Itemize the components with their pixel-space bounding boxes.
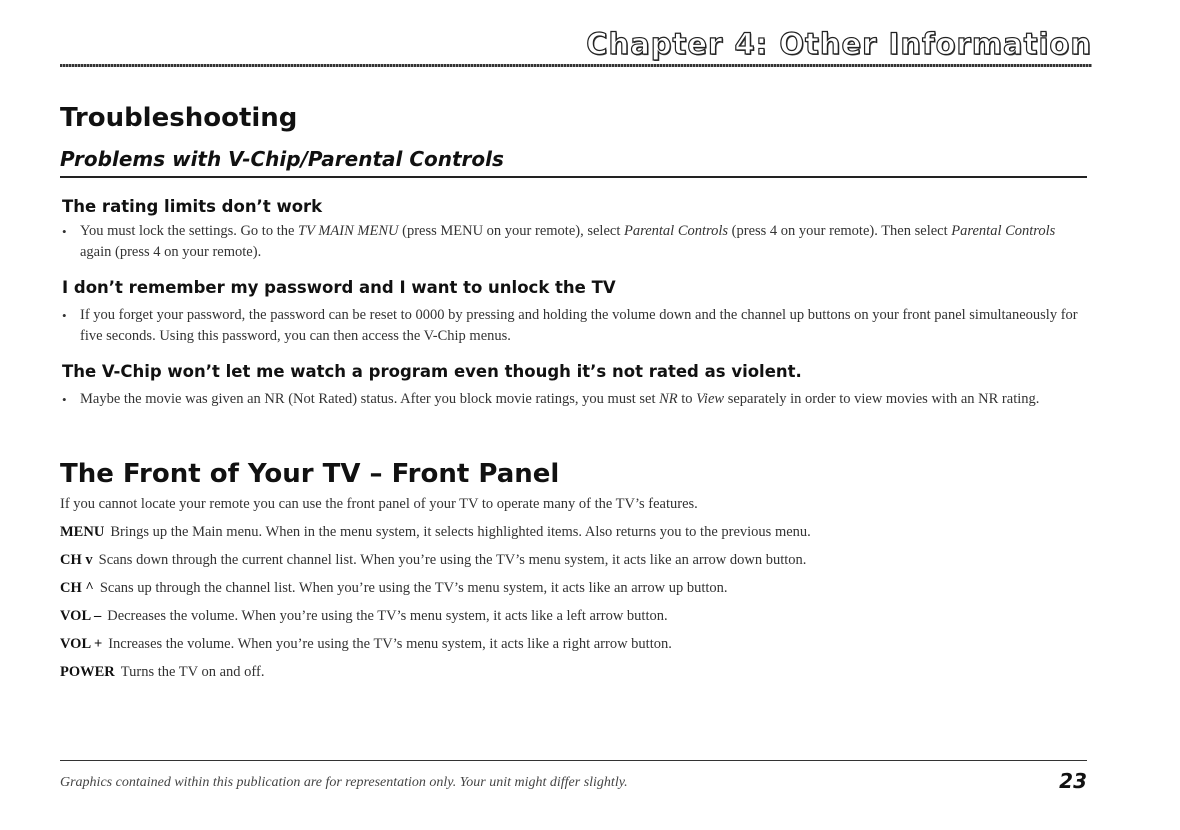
bullet-icon: • xyxy=(62,224,67,239)
front-panel-item: MENU Brings up the Main menu. When in the menu system, it selects highlighted items. Also returns you to the previous menu. xyxy=(60,524,811,540)
subsection-title: Problems with V-Chip/Parental Controls xyxy=(60,147,504,171)
chapter-divider xyxy=(60,64,1092,67)
bullet-icon: • xyxy=(62,308,67,323)
issue-body-rating-limits: • You must lock the settings. Go to the TV MAIN MENU (press MENU on your remote), select Parental Controls (press 4 on your remote). Then select Parental Controls again (press 4 on your remote). xyxy=(62,223,1056,260)
footer-note: Graphics contained within this publication are for representation only. Your unit might differ slightly. xyxy=(60,775,628,790)
front-panel-item: POWER Turns the TV on and off. xyxy=(60,664,265,680)
issue-heading-password: I don’t remember my password and I want to unlock the TV xyxy=(62,278,616,297)
issue-body-password: • If you forget your password, the password can be reset to 0000 by pressing and holding the volume down and the channel up buttons on your front panel simultaneously for five seconds. Using this password, you can then access the V-Chip menus. xyxy=(62,307,1078,344)
section-title-front-panel: The Front of Your TV – Front Panel xyxy=(60,459,560,489)
subsection-divider xyxy=(60,176,1087,178)
issue-heading-vchip: The V-Chip won’t let me watch a program even though it’s not rated as violent. xyxy=(62,362,802,381)
section-title-troubleshooting: Troubleshooting xyxy=(60,103,298,133)
issue-body-vchip: • Maybe the movie was given an NR (Not Rated) status. After you block movie ratings, you must set NR to View separately in order to view movies with an NR rating. xyxy=(62,389,1087,410)
front-panel-item: VOL – Decreases the volume. When you’re using the TV’s menu system, it acts like a left arrow button. xyxy=(60,608,668,624)
front-panel-intro: If you cannot locate your remote you can use the front panel of your TV to operate many of the TV’s features. xyxy=(60,496,698,512)
front-panel-item: CH ^ Scans up through the channel list. When you’re using the TV’s menu system, it acts like an arrow up button. xyxy=(60,580,728,596)
footer-divider xyxy=(60,760,1087,761)
front-panel-item: VOL + Increases the volume. When you’re using the TV’s menu system, it acts like a right arrow button. xyxy=(60,636,672,652)
issue-heading-rating-limits: The rating limits don’t work xyxy=(62,197,323,216)
bullet-icon: • xyxy=(62,392,67,407)
front-panel-item: CH v Scans down through the current channel list. When you’re using the TV’s menu system, it acts like an arrow down button. xyxy=(60,552,807,568)
chapter-title: Chapter 4: Other Information xyxy=(586,27,1092,61)
page-number: 23 xyxy=(1059,769,1087,793)
